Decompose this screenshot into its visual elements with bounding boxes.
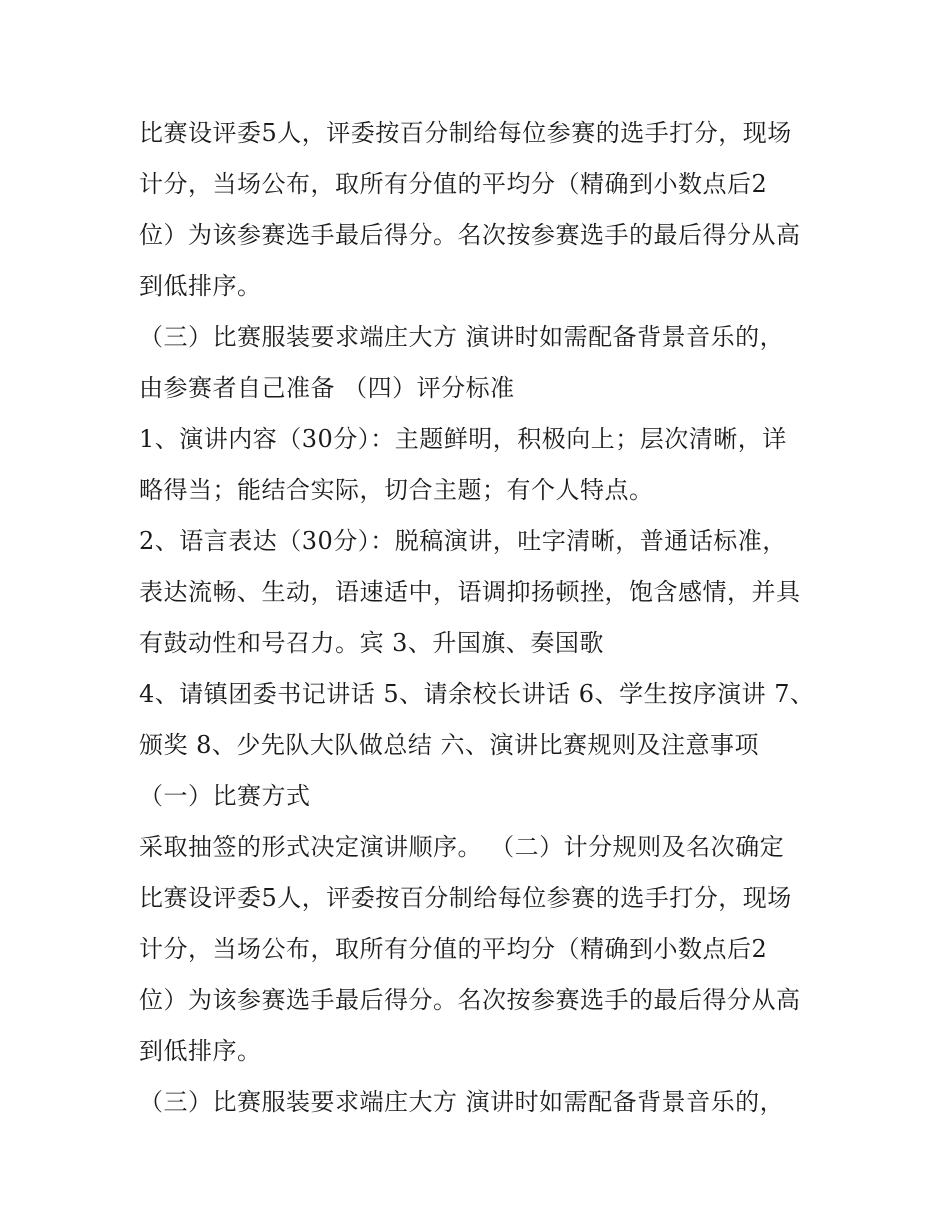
text-line: 计分，当场公布，取所有分值的平均分（精确到小数点后2 [139,170,768,198]
text-line: 由参赛者自己准备 （四）评分标准 [139,374,515,402]
text-line: （三）比赛服装要求端庄大方 演讲时如需配备背景音乐的， [139,1088,785,1116]
text-line: 到低排序。 [139,272,262,300]
text-line: 比赛设评委5人，评委按百分制给每位参赛的选手打分，现场 [139,884,792,912]
text-line: 有鼓动性和号召力。宾 3、升国旗、奏国歌 [139,629,604,657]
text-line: 略得当；能结合实际，切合主题；有个人特点。 [139,476,654,504]
text-line: 2、语言表达（30分）：脱稿演讲，吐字清晰，普通话标准， [139,527,787,555]
text-line: 表达流畅、生动，语速适中，语调抑扬顿挫，饱含感情，并具 [139,578,801,606]
text-line: 比赛设评委5人，评委按百分制给每位参赛的选手打分，现场 [139,119,792,147]
text-line: 计分，当场公布，取所有分值的平均分（精确到小数点后2 [139,935,768,963]
text-line: 位）为该参赛选手最后得分。名次按参赛选手的最后得分从高 [139,221,801,249]
text-line: 1、演讲内容（30分）：主题鲜明，积极向上；层次清晰，详 [139,425,787,453]
text-line: 4、请镇团委书记讲话 5、请余校长讲话 6、学生按序演讲 7、 [139,680,815,708]
text-line: 到低排序。 [139,1037,262,1065]
text-line: 颁奖 8、少先队大队做总结 六、演讲比赛规则及注意事项 [139,731,760,759]
text-line: 位）为该参赛选手最后得分。名次按参赛选手的最后得分从高 [139,986,801,1014]
document-body [139,108,829,1128]
text-line: （三）比赛服装要求端庄大方 演讲时如需配备背景音乐的， [139,323,785,351]
text-line: 采取抽签的形式决定演讲顺序。 （二）计分规则及名次确定 [139,833,785,861]
text-line: （一）比赛方式 [139,782,311,810]
